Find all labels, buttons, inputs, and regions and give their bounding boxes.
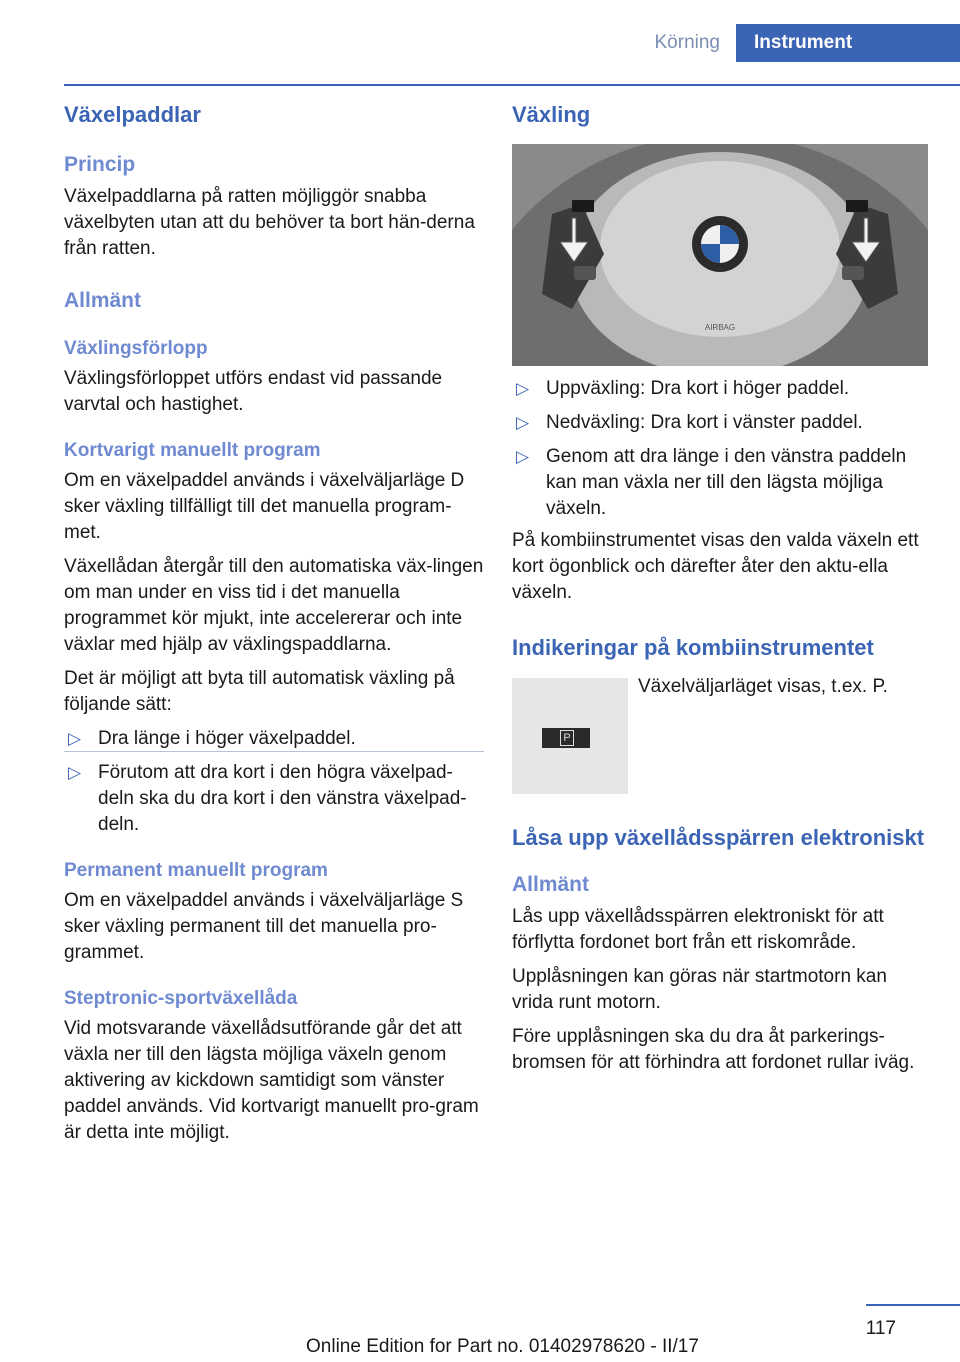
sequence-heading: Växlingsförlopp (64, 338, 208, 359)
list-item: ▷ Dra länge i höger växelpaddel. (64, 726, 484, 752)
indicator-text: Växelväljarläget visas, t.ex. P. (638, 676, 888, 697)
triangle-bullet-icon: ▷ (68, 729, 82, 748)
permanent-program-text: Om en växelpaddel används i växelväljarläge S sker växling permanent till det manuella pro-grammet. (64, 890, 464, 963)
unlock-heading: Låsa upp växellådsspärren elektroniskt (512, 825, 925, 850)
unlock-text-3: Före upplåsningen ska du dra åt parkerings-bromsen för att förhindra att fordonet rullar iväg. (512, 1026, 915, 1073)
general-heading: Allmänt (64, 289, 142, 312)
page-header (0, 24, 960, 62)
triangle-bullet-icon: ▷ (516, 413, 530, 432)
temporary-program-text-1: Om en växelpaddel används i växelväljarläge D sker växling tillfälligt till det manuella program-met. (64, 470, 465, 543)
list-item: ▷ Förutom att dra kort i den högra växelpad-deln ska du dra kort i den vänstra växelpad-deln. (64, 760, 484, 838)
section-title: Växelpaddlar (64, 102, 201, 127)
unlock-text-1: Lås upp växellådsspärren elektroniskt för att förflytta fordonet bort från ett riskområde. (512, 906, 884, 953)
list-item: ▷ Nedväxling: Dra kort i vänster paddel. (512, 410, 932, 436)
steering-wheel-photo (512, 144, 928, 366)
shifting-list (512, 376, 932, 522)
indicator-heading: Indikeringar på kombiinstrumentet (512, 635, 874, 660)
svg-text:AIRBAG: AIRBAG (704, 323, 736, 332)
section-tab[interactable]: Körning (654, 32, 720, 53)
principle-text: Växelpaddlarna på ratten möjliggör snabba växelbyten utan att du behöver ta bort hän-derna från ratten. (64, 186, 475, 259)
sequence-text: Växlingsförloppet utförs endast vid passande varvtal och hastighet. (64, 368, 443, 415)
temporary-program-list (64, 726, 484, 838)
edition-footer: Online Edition for Part no. 01402978620 - II/17 (306, 1336, 699, 1357)
list-separator (64, 751, 484, 752)
shifting-text: På kombiinstrumentet visas den valda växeln ett kort ögonblick och därefter åter den aktu-ella växeln. (512, 530, 919, 603)
list-item: ▷ Uppväxling: Dra kort i höger paddel. (512, 376, 932, 402)
chapter-tab[interactable]: Instrument (736, 24, 960, 62)
triangle-bullet-icon: ▷ (68, 763, 82, 782)
indicator-image (512, 678, 628, 794)
unlock-text-2: Upplåsningen kan göras när startmotorn kan vrida runt motorn. (512, 966, 887, 1013)
temporary-program-heading: Kortvarigt manuellt program (64, 440, 321, 461)
temporary-program-text-2: Växellådan återgår till den automatiska väx-lingen om man under en viss tid i det manuella programmet kör mjukt, inte accelererar och inte växlar med hjälp av växlingspaddlarna. (64, 556, 484, 655)
permanent-program-heading: Permanent manuellt program (64, 860, 328, 881)
temporary-program-text-3: Det är möjligt att byta till automatisk växling på följande sätt: (64, 668, 455, 715)
triangle-bullet-icon: ▷ (516, 447, 530, 466)
steptronic-text: Vid motsvarande växellådsutförande går det att växla ner till den lägsta möjliga växeln genom aktivering av kickdown samtidigt som vänster paddel används. Vid kortvarigt manuellt pro-gram är detta inte möjligt. (64, 1018, 479, 1143)
page-number: 117 (865, 1318, 896, 1339)
left-column (64, 100, 484, 1146)
indicator-row (512, 674, 932, 794)
shifting-heading: Växling (512, 102, 591, 127)
footer-rule (866, 1304, 960, 1306)
principle-heading: Princip (64, 153, 136, 176)
steering-wheel-illustration (512, 144, 928, 366)
list-item: ▷ Genom att dra länge i den vänstra paddeln kan man växla ner till den lägsta möjliga växeln. (516, 446, 907, 519)
unlock-general-heading: Allmänt (512, 873, 590, 896)
triangle-bullet-icon: ▷ (516, 379, 530, 398)
steptronic-heading: Steptronic-sportväxellåda (64, 988, 298, 1009)
header-rule (64, 84, 960, 86)
right-column (512, 100, 932, 1076)
gear-p-icon: P (542, 728, 590, 748)
